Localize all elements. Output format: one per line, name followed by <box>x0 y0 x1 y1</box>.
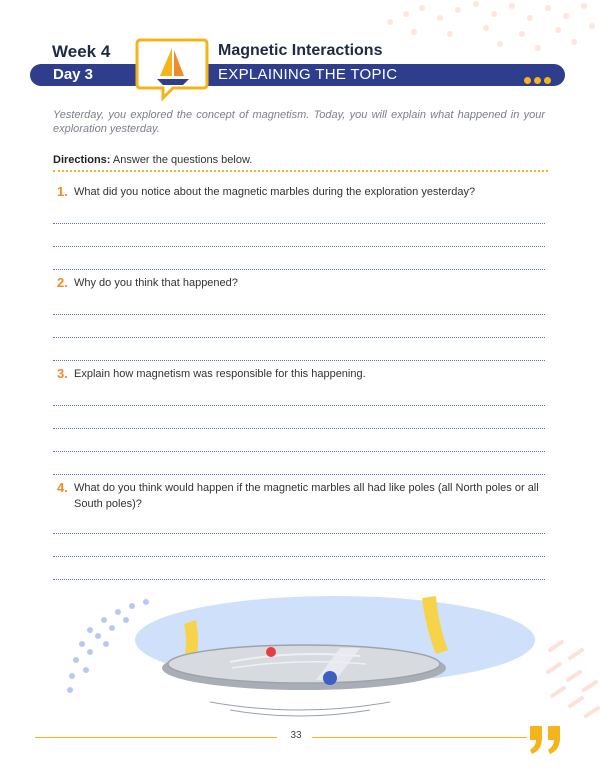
divider <box>53 170 548 172</box>
question-text: Explain how magnetism was responsible for this happening. <box>74 368 366 380</box>
directions <box>53 154 252 166</box>
question-2 <box>53 275 545 291</box>
directions-text: Answer the questions below. <box>110 154 253 166</box>
question-number: 4. <box>57 480 68 495</box>
answer-line[interactable] <box>53 579 545 580</box>
answer-line[interactable] <box>53 405 545 406</box>
answer-line[interactable] <box>53 269 545 270</box>
answer-line[interactable] <box>53 314 545 315</box>
magnetic-marbles-illustration <box>60 590 540 730</box>
quote-mark-icon <box>526 722 566 756</box>
footer-rule-right <box>312 737 527 738</box>
footer-rule-left <box>35 737 277 738</box>
intro-text: Yesterday, you explored the concept of magnetism. Today, you will explain what happened in your exploration yesterday. <box>53 109 545 135</box>
answer-line[interactable] <box>53 474 545 475</box>
topic-label: EXPLAINING THE TOPIC <box>218 66 398 83</box>
answer-line[interactable] <box>53 223 545 224</box>
day-label: Day 3 <box>53 66 94 83</box>
decorative-dots <box>370 0 600 60</box>
question-number: 3. <box>57 366 68 381</box>
page-number: 33 <box>290 730 302 741</box>
answer-line[interactable] <box>53 337 545 338</box>
sailboat-icon <box>133 36 211 102</box>
answer-line[interactable] <box>53 451 545 452</box>
answer-line[interactable] <box>53 533 545 534</box>
question-number: 2. <box>57 275 68 290</box>
banner-dots <box>524 71 554 89</box>
answer-line[interactable] <box>53 360 545 361</box>
question-4 <box>53 480 545 512</box>
question-text: Why do you think that happened? <box>74 277 238 289</box>
question-1 <box>53 184 545 200</box>
answer-line[interactable] <box>53 556 545 557</box>
lesson-title: Magnetic Interactions <box>218 42 383 59</box>
answer-line[interactable] <box>53 428 545 429</box>
question-text: What do you think would happen if the magnetic marbles all had like poles (all North poles or all South poles)? <box>74 482 539 510</box>
answer-line[interactable] <box>53 246 545 247</box>
question-3 <box>53 366 545 382</box>
question-number: 1. <box>57 184 68 199</box>
directions-label: Directions: <box>53 154 111 166</box>
question-text: What did you notice about the magnetic marbles during the exploration yesterday? <box>74 186 476 198</box>
week-label: Week 4 <box>52 42 111 61</box>
